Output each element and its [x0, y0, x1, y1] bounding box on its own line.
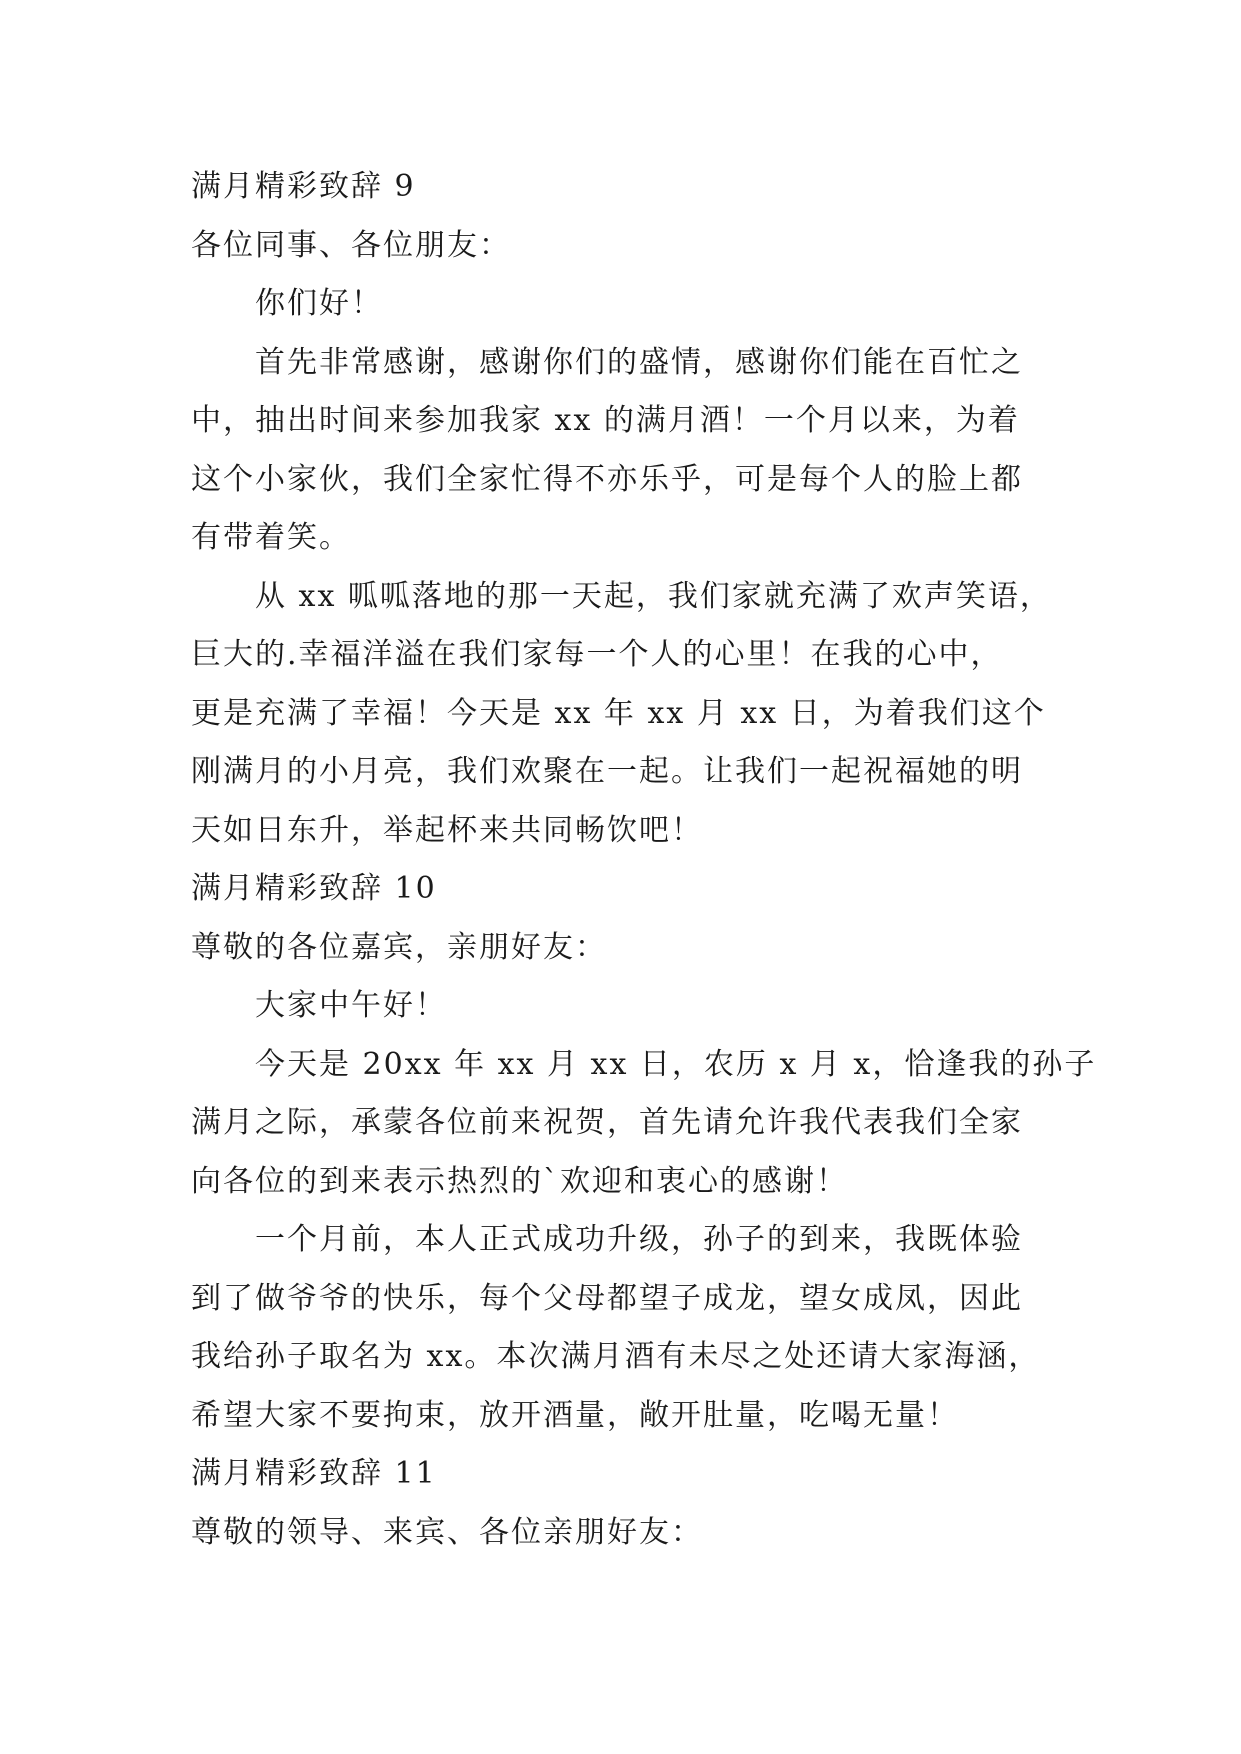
paragraph-line: 希望大家不要拘束，放开酒量，敞开肚量，吃喝无量！ [191, 1397, 959, 1433]
paragraph-line: 有带着笑。 [191, 520, 351, 555]
greeting: 大家中午好！ [255, 988, 447, 1023]
salutation: 尊敬的各位嘉宾，亲朋好友： [191, 929, 607, 965]
paragraph-line: 这个小家伙，我们全家忙得不亦乐乎，可是每个人的脸上都 [191, 461, 1023, 497]
paragraph-line: 我给孙子取名为 xx。本次满月酒有未尽之处还请大家海涵， [191, 1339, 1041, 1374]
paragraph-line: 一个月前，本人正式成功升级，孙子的到来，我既体验 [255, 1222, 1023, 1257]
paragraph-line: 从 xx 呱呱落地的那一天起，我们家就充满了欢声笑语， [255, 578, 1052, 614]
greeting: 你们好！ [255, 286, 383, 321]
document-page [191, 158, 1097, 1562]
paragraph-line: 巨大的.幸福洋溢在我们家每一个人的心里！在我的心中， [191, 637, 1003, 672]
paragraph-line: 今天是 20xx 年 xx 月 xx 日，农历 x 月 x，恰逢我的孙子 [255, 1046, 1097, 1082]
paragraph-line: 首先非常感谢，感谢你们的盛情，感谢你们能在百忙之 [255, 344, 1023, 380]
paragraph-line: 到了做爷爷的快乐，每个父母都望子成龙，望女成凤，因此 [191, 1280, 1023, 1316]
salutation: 各位同事、各位朋友： [191, 227, 511, 263]
paragraph-line: 更是充满了幸福！今天是 xx 年 xx 月 xx 日，为着我们这个 [191, 695, 1046, 731]
section-heading: 满月精彩致辞 10 [191, 871, 437, 906]
section-heading: 满月精彩致辞 11 [191, 1456, 437, 1491]
paragraph-line: 刚满月的小月亮，我们欢聚在一起。让我们一起祝福她的明 [191, 754, 1023, 789]
paragraph-line: 满月之际，承蒙各位前来祝贺，首先请允许我代表我们全家 [191, 1105, 1023, 1140]
paragraph-line: 天如日东升，举起杯来共同畅饮吧！ [191, 812, 703, 848]
section-heading: 满月精彩致辞 9 [191, 169, 416, 204]
paragraph-line: 向各位的到来表示热烈的`欢迎和衷心的感谢！ [191, 1163, 848, 1199]
salutation: 尊敬的领导、来宾、各位亲朋好友： [191, 1514, 703, 1550]
paragraph-line: 中，抽出时间来参加我家 xx 的满月酒！一个月以来，为着 [191, 403, 1020, 438]
